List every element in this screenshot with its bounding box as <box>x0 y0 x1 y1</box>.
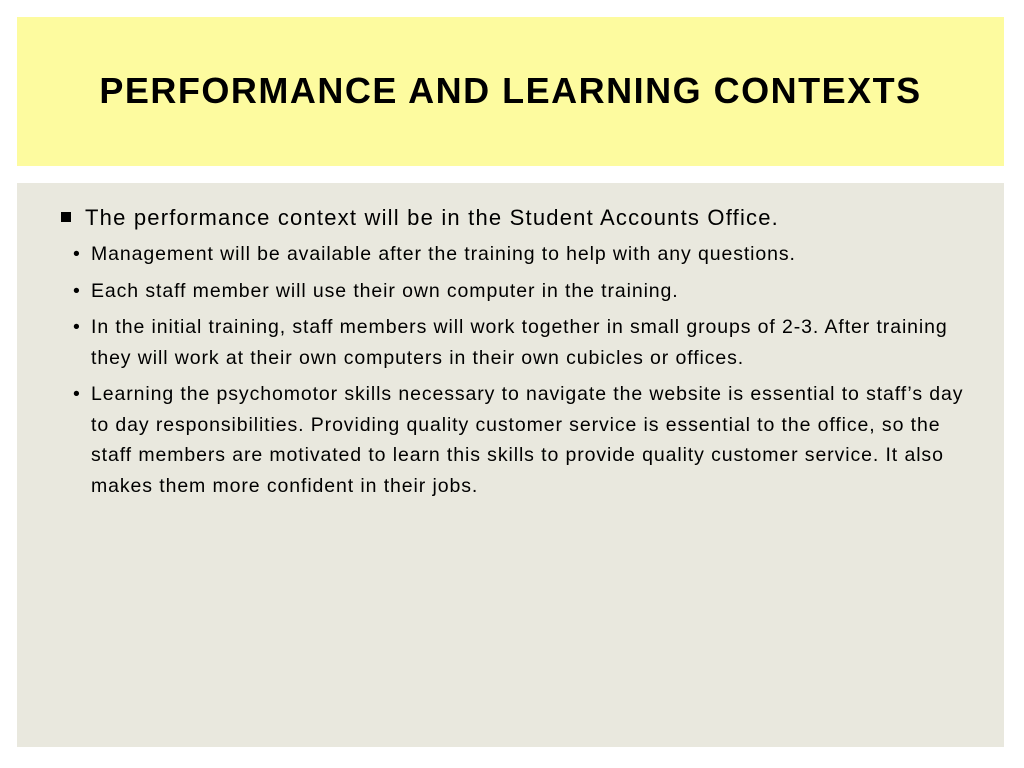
dot-bullet-icon: • <box>73 279 81 302</box>
content-panel <box>17 183 1004 747</box>
sub-bullet-item <box>73 312 979 373</box>
slide-title: PERFORMANCE AND LEARNING CONTEXTS <box>99 69 922 111</box>
main-bullet <box>59 202 979 233</box>
sub-bullet-text: Management will be available after the training to help with any questions. <box>91 243 796 265</box>
sub-bullet-text: Learning the psychomotor skills necessary to navigate the website is essential to staff’s day to day responsibilities. Providing quality customer service is essential to the office, so the staff members are motivated to learn this skills to provide quality customer service. It also makes them more confident in their jobs. <box>91 383 964 497</box>
sub-bullet-list <box>59 239 979 501</box>
sub-bullet-item <box>73 379 979 501</box>
bullet-list <box>59 202 979 507</box>
sub-bullet-text: Each staff member will use their own computer in the training. <box>91 279 679 302</box>
title-band <box>17 17 1004 166</box>
sub-bullet-text: In the initial training, staff members will work together in small groups of 2-3. After training they will work at their own computers in their own cubicles or offices. <box>91 316 948 369</box>
dot-bullet-icon: • <box>73 243 81 265</box>
sub-bullet-item <box>73 239 979 270</box>
sub-bullet-item <box>73 276 979 307</box>
square-bullet-icon <box>61 212 71 222</box>
dot-bullet-icon: • <box>73 383 81 405</box>
main-bullet-text: The performance context will be in the Student Accounts Office. <box>85 205 779 230</box>
dot-bullet-icon: • <box>73 316 81 338</box>
